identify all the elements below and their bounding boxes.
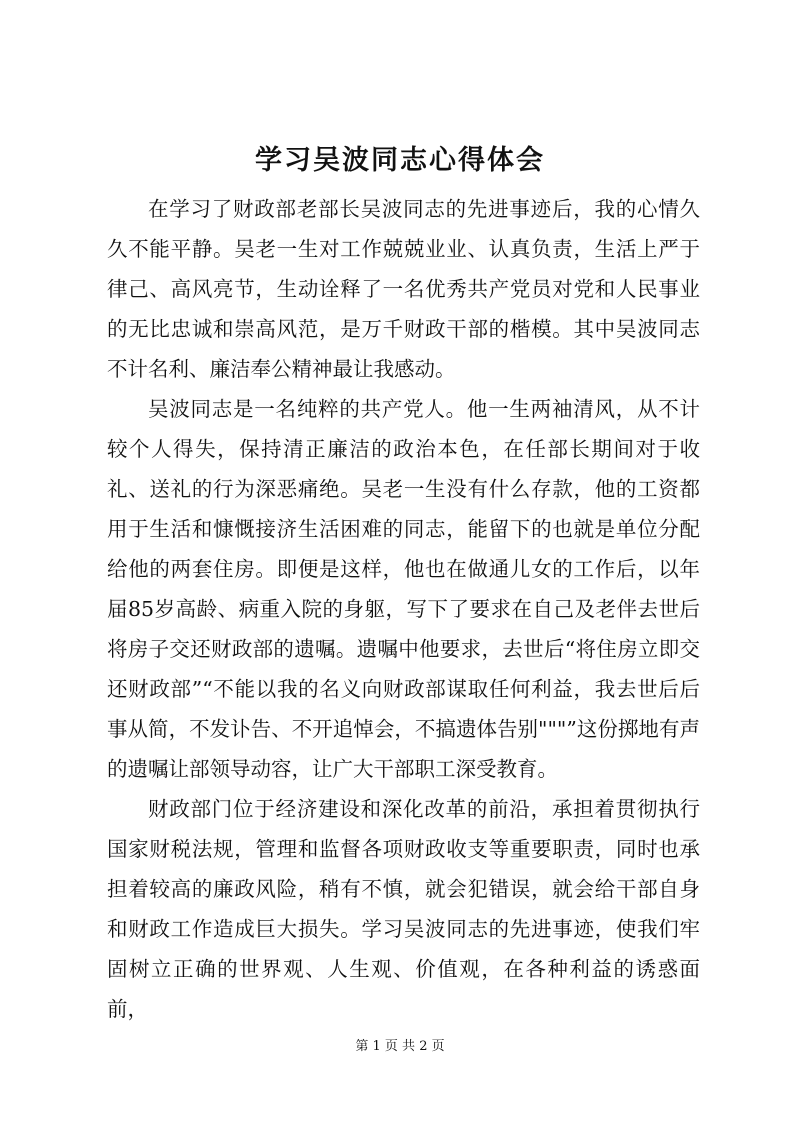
document-body: [107, 189, 700, 1029]
paragraph-1: 在学习了财政部老部长吴波同志的先进事迹后，我的心情久久不能平静。吴老一生对工作兢兢业业、认真负责，生活上严于律己、高风亮节，生动诠释了一名优秀共产党员对党和人民事业的无比忠诚和崇高风范，是万千财政干部的楷模。其中吴波同志不计名利、廉洁奉公精神最让我感动。: [107, 197, 700, 381]
page-footer: 第 1 页 共 2 页: [355, 1039, 445, 1054]
paragraph-2: 吴波同志是一名纯粹的共产党人。他一生两袖清风，从不计较个人得失，保持清正廉洁的政治本色，在任部长期间对于收礼、送礼的行为深恶痛绝。吴老一生没有什么存款，他的工资都用于生活和慷慨接济生活困难的同志，能留下的也就是单位分配给他的两套住房。即便是这样，他也在做通儿女的工作后，以年届85岁高龄、病重入院的身躯，写下了要求在自己及老伴去世后将房子交还财政部的遗嘱。遗嘱中他要求，去世后“将住房立即交还财政部”“不能以我的名义向财政部谋取任何利益，我去世后后事从简，不发讣告、不开追悼会，不搞遗体告别"""”这份掷地有声的遗嘱让部领导动容，让广大干部职工深受教育。: [107, 397, 700, 781]
paragraph-3: 财政部门位于经济建设和深化改革的前沿，承担着贯彻执行国家财税法规，管理和监督各项财政收支等重要职责，同时也承担着较高的廉政风险，稍有不慎，就会犯错误，就会给干部自身和财政工作造成巨大损失。学习吴波同志的先进事迹，使我们牢固树立正确的世界观、人生观、价值观，在各种利益的诱惑面前，: [107, 797, 700, 1021]
document-title: 学习吴波同志心得体会: [255, 145, 545, 176]
